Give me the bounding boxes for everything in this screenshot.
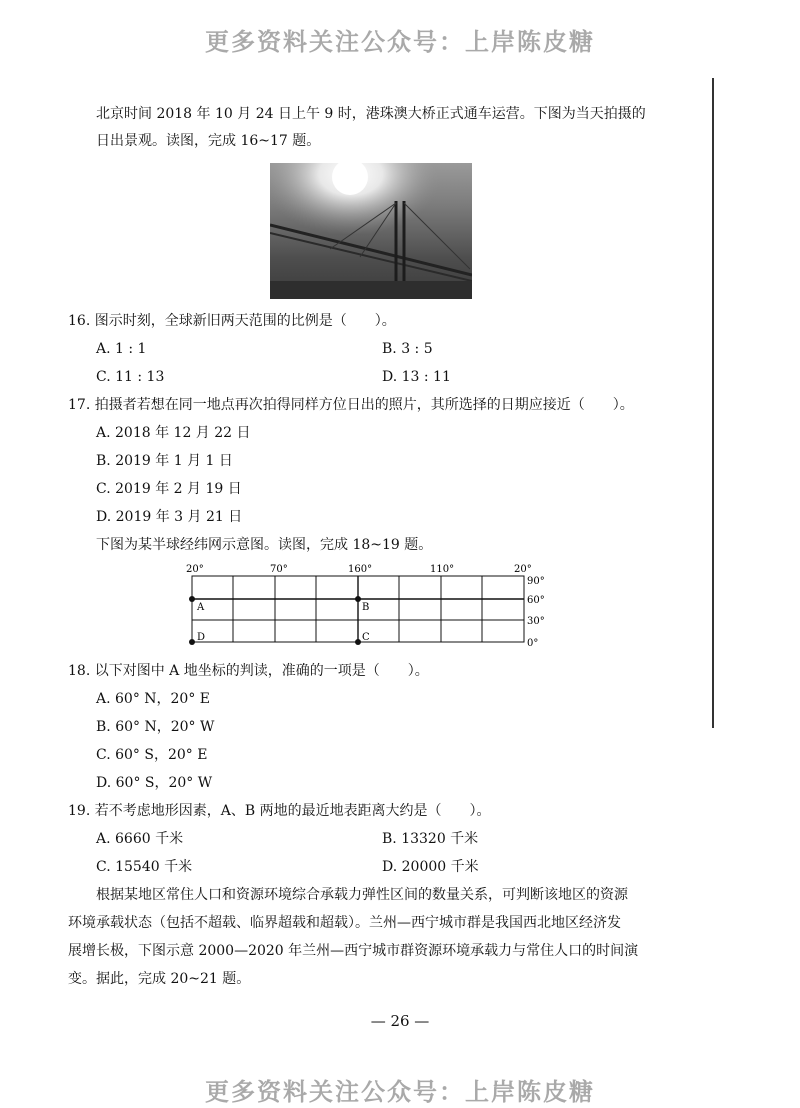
point-b-marker [355,596,361,602]
right-label-30: 30° [527,616,545,627]
intro-16-17-line2: 日出景观。读图，完成 16~17 题。 [96,133,321,149]
point-c-label: C [362,632,370,643]
point-d-marker [189,639,195,645]
lat-long-grid-figure [180,560,550,655]
q18-stem: 18. 以下对图中 A 地坐标的判读，准确的一项是（ ）。 [68,663,429,679]
top-label-3: 160° [348,564,373,575]
point-c-marker [355,639,361,645]
top-label-1: 20° [186,564,204,575]
q19-stem: 19. 若不考虑地形因素，A、B 两地的最近地表距离大约是（ ）。 [68,803,491,819]
q16-option-b: B. 3 : 5 [382,341,433,357]
q18-option-d: D. 60° S，20° W [96,775,213,791]
q18-option-c: C. 60° S，20° E [96,747,208,763]
margin-rule [712,78,714,728]
intro-20-21-line1: 根据某地区常住人口和资源环境综合承载力弹性区间的数量关系，可判断该地区的资源 [96,887,628,903]
page-number: — 26 — [370,1012,430,1030]
q17-stem: 17. 拍摄者若想在同一地点再次拍得同样方位日出的照片，其所选择的日期应接近（ ）。 [68,397,634,413]
lat-long-grid [180,560,550,655]
right-label-0: 0° [527,638,539,649]
q17-option-c: C. 2019 年 2 月 19 日 [96,481,242,497]
q16-option-d: D. 13 : 11 [382,369,451,385]
point-b-label: B [362,602,370,613]
intro-20-21-line4: 变。据此，完成 20~21 题。 [68,971,251,987]
point-a-label: A [197,602,205,613]
q19-option-a: A. 6660 千米 [96,831,184,847]
top-label-2: 70° [270,564,288,575]
q19-option-c: C. 15540 千米 [96,859,193,875]
top-label-4: 110° [430,564,455,575]
q18-option-a: A. 60° N，20° E [96,691,211,707]
intro-16-17-line1: 北京时间 2018 年 10 月 24 日上午 9 时，港珠澳大桥正式通车运营。下图为当天拍摄的 [96,106,646,122]
q17-option-d: D. 2019 年 3 月 21 日 [96,509,243,525]
intro-18-19: 下图为某半球经纬网示意图。读图，完成 18~19 题。 [96,537,433,553]
watermark-top: 更多资料关注公众号：上岸陈皮糖 [205,28,595,56]
right-label-60: 60° [527,595,545,606]
point-d-label: D [197,632,206,643]
q16-option-c: C. 11 : 13 [96,369,165,385]
q17-option-b: B. 2019 年 1 月 1 日 [96,453,233,469]
q16-option-a: A. 1 : 1 [96,341,147,357]
q18-option-b: B. 60° N，20° W [96,719,215,735]
watermark-bottom: 更多资料关注公众号：上岸陈皮糖 [205,1078,595,1106]
q19-option-b: B. 13320 千米 [382,831,479,847]
q17-option-a: A. 2018 年 12 月 22 日 [96,425,251,441]
q19-option-d: D. 20000 千米 [382,859,479,875]
top-label-5: 20° [514,564,532,575]
sunrise-bridge-image [270,163,472,299]
point-a-marker [189,596,195,602]
intro-20-21-line2: 环境承载状态（包括不超载、临界超载和超载）。兰州—西宁城市群是我国西北地区经济发 [68,915,621,931]
q16-stem: 16. 图示时刻，全球新旧两天范围的比例是（ ）。 [68,313,396,329]
intro-20-21-line3: 展增长极，下图示意 2000—2020 年兰州—西宁城市群资源环境承载力与常住人口的时间演 [68,943,639,959]
sunrise-photo [270,163,472,299]
right-label-90: 90° [527,576,545,587]
